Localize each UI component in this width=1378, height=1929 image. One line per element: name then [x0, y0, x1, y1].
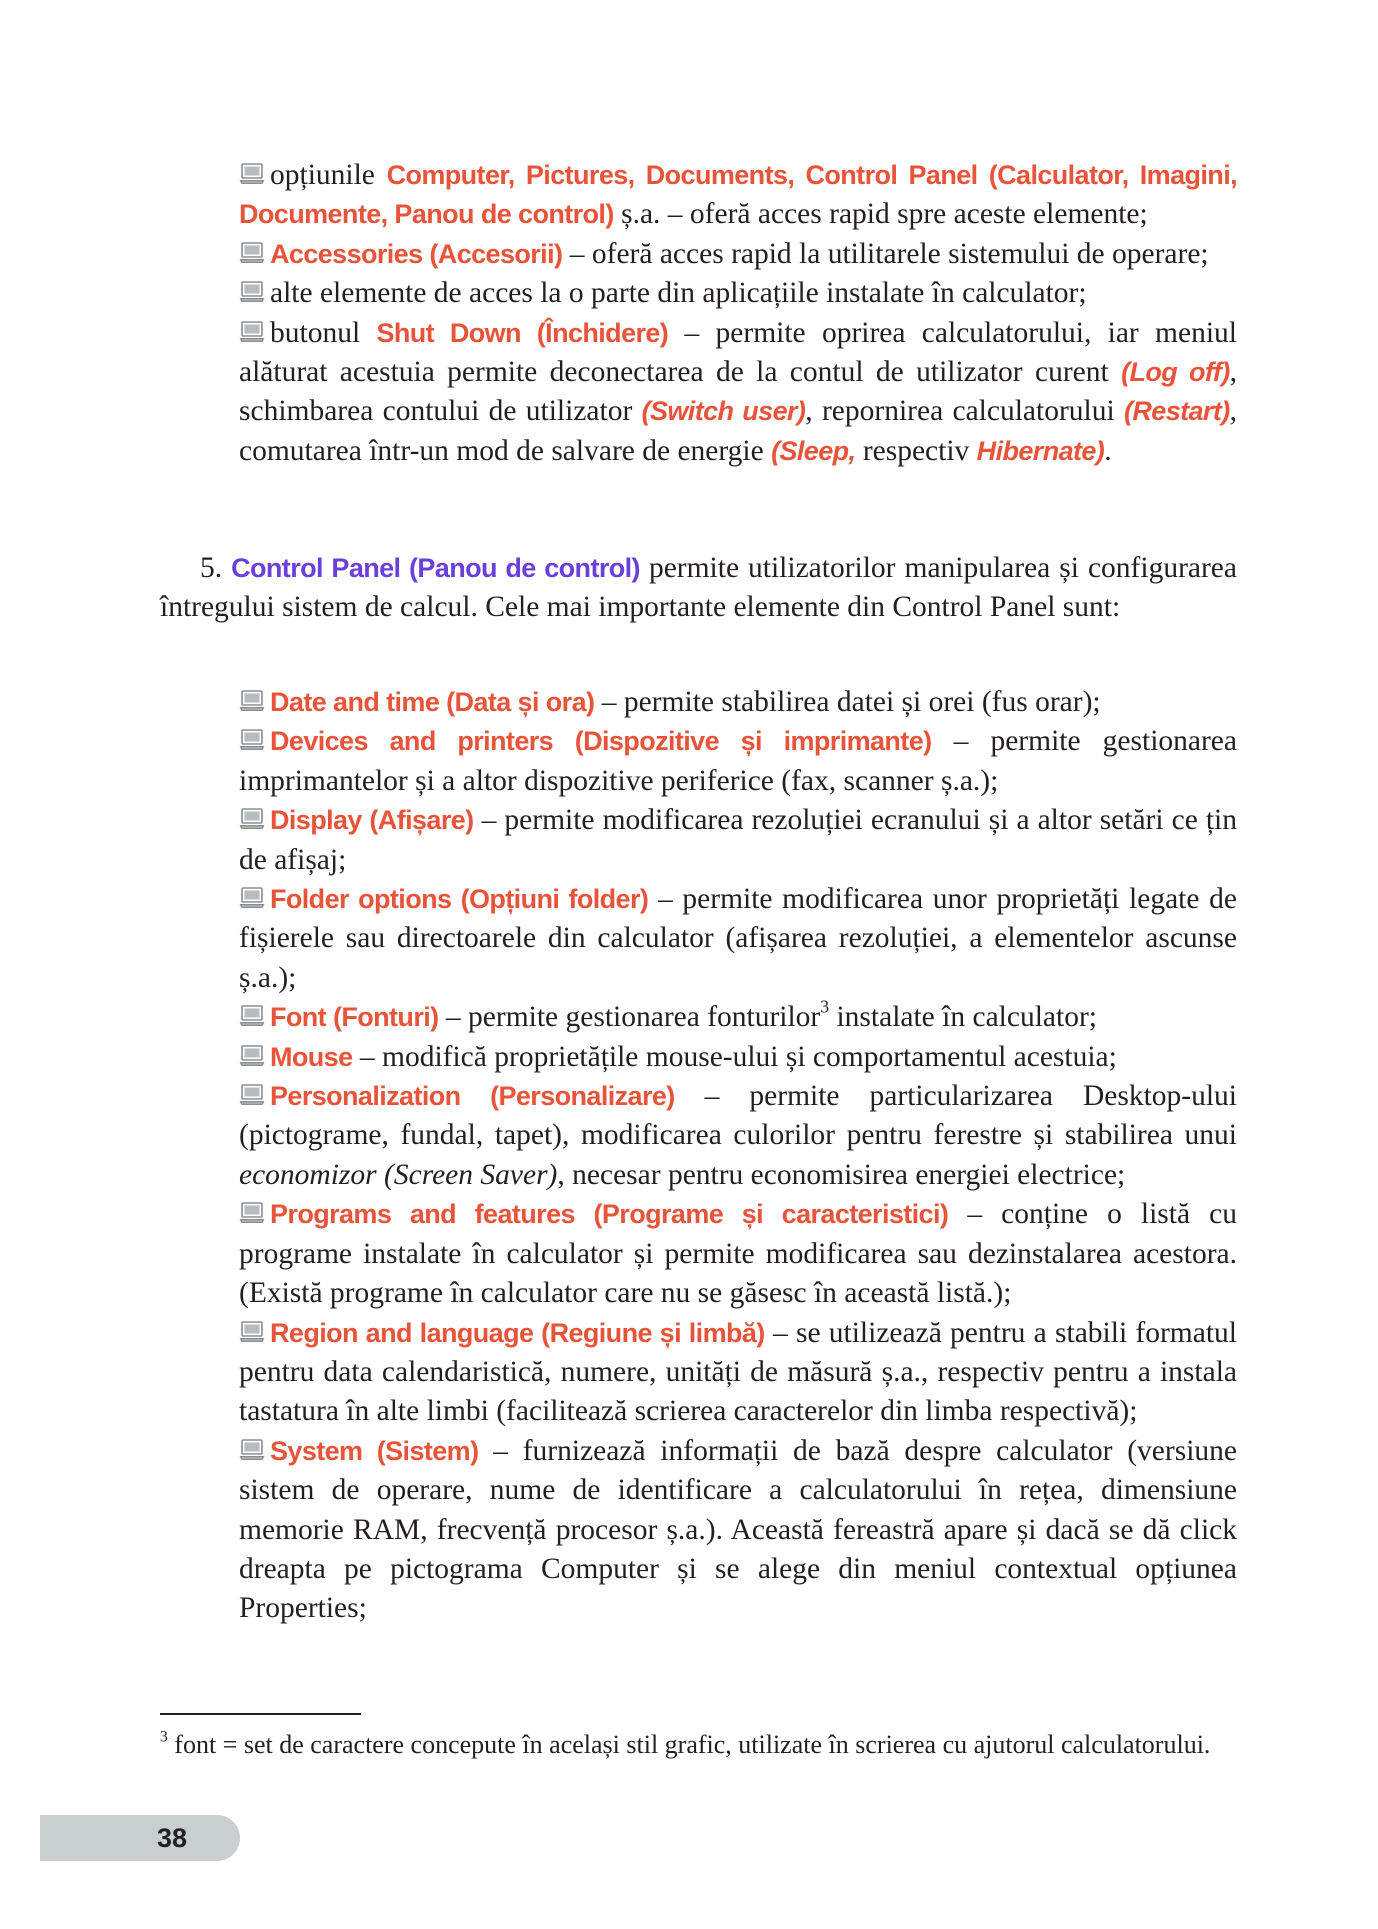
term-highlight: Personalization (Personalizare): [270, 1081, 675, 1112]
laptop-icon: [239, 321, 265, 343]
item-text: – permite oprirea calculatorului, iar meniul alăturat acestuia permite deconectarea de la contul de utilizator curent: [239, 316, 1237, 389]
term-highlight: System (Sistem): [270, 1435, 479, 1466]
page-number-tab: [40, 1815, 240, 1861]
list-item: [239, 1314, 1237, 1432]
item-text: – permite gestionarea imprimantelor și a altor dispozitive periferice (fax, scanner ș.a.);: [239, 725, 1237, 797]
list-item: [239, 1432, 1237, 1629]
laptop-icon: [239, 1202, 265, 1224]
list-item: [239, 314, 1237, 472]
item-text: – permite gestionarea fonturilor: [438, 1001, 821, 1034]
term-highlight: Programs and features (Programe și caracteristici): [270, 1199, 949, 1230]
list-item: [239, 1077, 1237, 1195]
term-highlight: Shut Down (Închidere): [376, 317, 669, 348]
italic-text: economizor (Screen Saver): [239, 1158, 558, 1191]
item-text: – oferă acces rapid la utilitarele sistemului de operare;: [562, 237, 1209, 270]
list-item: [239, 880, 1237, 998]
item-text: – permite modificarea rezoluției ecranului și a altor setări ce țin de afișaj;: [239, 804, 1238, 876]
term-highlight: Date and time (Data și ora): [270, 687, 595, 717]
term-highlight: Mouse: [270, 1041, 353, 1072]
laptop-icon: [239, 887, 265, 909]
list-item: [239, 235, 1237, 274]
term-highlight: Folder options (Opțiuni folder): [270, 884, 649, 915]
item-text: alte elemente de acces la o parte din aplicațiile instalate în calculator;: [270, 277, 1087, 310]
laptop-icon: [239, 1045, 265, 1067]
list-item: [239, 156, 1237, 235]
term-highlight: (Log off): [1121, 357, 1230, 388]
laptop-icon: [239, 1005, 265, 1027]
start-menu-list: [239, 156, 1237, 471]
term-highlight: (Switch user): [641, 396, 806, 427]
laptop-icon: [239, 1084, 265, 1106]
laptop-icon: [239, 281, 265, 303]
item-text: .: [1104, 434, 1112, 467]
section-5-paragraph: [160, 549, 1237, 628]
footnote-divider: [160, 1713, 361, 1715]
list-item: [239, 274, 1237, 313]
laptop-icon: [239, 1439, 265, 1461]
term-highlight: Region and language (Regiune și limbă): [270, 1317, 765, 1348]
item-text: – furnizează informații de bază despre calculator (versiune sistem de operare, nume de identificare a calculatorului în rețea, dimensiune memorie RAM, frecvență procesor ș.a.). Această fereastră apare și dacă se dă click dreapta pe pictograma Computer și se alege din meniul contextual opțiunea Properties;: [239, 1434, 1237, 1625]
term-highlight: Hibernate): [976, 435, 1105, 466]
list-item: [239, 683, 1237, 722]
item-text: , schimbarea contului de utilizator: [239, 356, 1237, 428]
section-number: 5.: [200, 552, 232, 584]
footnote-text: font = set de caractere concepute în același stil grafic, utilizate în scrierea cu ajutorul calculatorului.: [167, 1730, 1211, 1759]
footnote-mark: 3: [160, 1728, 168, 1746]
item-text: – permite modificarea unor proprietăți legate de fișierele sau directoarele din calculator (afișarea rezoluției, a elementelor ascunse ș.a.);: [239, 883, 1237, 994]
list-item: [239, 1038, 1237, 1077]
control-panel-list: [239, 683, 1237, 1629]
item-text: instalate în calculator;: [829, 1001, 1097, 1034]
laptop-icon: [239, 242, 265, 264]
item-text: – permite particularizarea Desktop-ului (pictograme, fundal, tapet), modificarea culorilor pentru ferestre și stabilirea unui: [239, 1080, 1237, 1152]
footnote-ref: 3: [820, 996, 830, 1017]
item-text: ș.a. – oferă acces rapid spre aceste elemente;: [613, 198, 1148, 231]
term-highlight: Devices and printers (Dispozitive și imprimante): [270, 726, 932, 757]
term-highlight: Computer, Pictures, Documents, Control Panel (Calculator, Imagini, Documente, Panou de control): [239, 160, 1237, 230]
item-text: , comutarea într-un mod de salvare de energie: [239, 395, 1237, 467]
item-text: – se utilizează pentru a stabili formatul pentru data calendaristică, numere, unități de măsură ș.a., respectiv pentru a instala tastatura în alte limbi (facilitează scrierea caracterelor din limba respectivă);: [239, 1316, 1237, 1428]
page-number: 38: [157, 1823, 188, 1853]
item-text: opțiunile: [270, 159, 387, 191]
laptop-icon: [239, 808, 265, 830]
laptop-icon: [239, 729, 265, 751]
item-text: butonul: [270, 316, 377, 349]
section-term: Control Panel (Panou de control): [231, 553, 640, 583]
item-text: , necesar pentru economisirea energiei electrice;: [557, 1158, 1126, 1191]
laptop-icon: [239, 690, 265, 712]
term-highlight: Display (Afișare): [270, 805, 474, 836]
list-item: [239, 801, 1237, 880]
item-text: respectiv: [855, 434, 977, 467]
item-text: , repornirea calculatorului: [805, 395, 1124, 428]
item-text: – permite stabilirea datei și orei (fus orar);: [594, 686, 1101, 718]
term-highlight: Accessories (Accesorii): [270, 238, 563, 269]
laptop-icon: [239, 1321, 265, 1343]
footnote: [160, 1727, 1237, 1762]
item-text: – conține o listă cu programe instalate în calculator și permite modificarea sau dezinstalarea acestora. (Există programe în calculator care nu se găsesc în această listă.);: [239, 1198, 1237, 1310]
term-highlight: (Sleep,: [771, 435, 856, 466]
section-text: permite utilizatorilor manipularea și configurarea întregului sistem de calcul. Cele mai importante elemente din Control Panel sunt:: [160, 552, 1237, 624]
list-item: [239, 722, 1237, 801]
list-item: [239, 998, 1237, 1037]
laptop-icon: [239, 163, 265, 185]
term-highlight: Font (Fonturi): [270, 1002, 439, 1033]
term-highlight: (Restart): [1123, 396, 1230, 427]
list-item: [239, 1195, 1237, 1313]
item-text: – modifică proprietățile mouse-ului și comportamentul acestuia;: [352, 1040, 1117, 1073]
